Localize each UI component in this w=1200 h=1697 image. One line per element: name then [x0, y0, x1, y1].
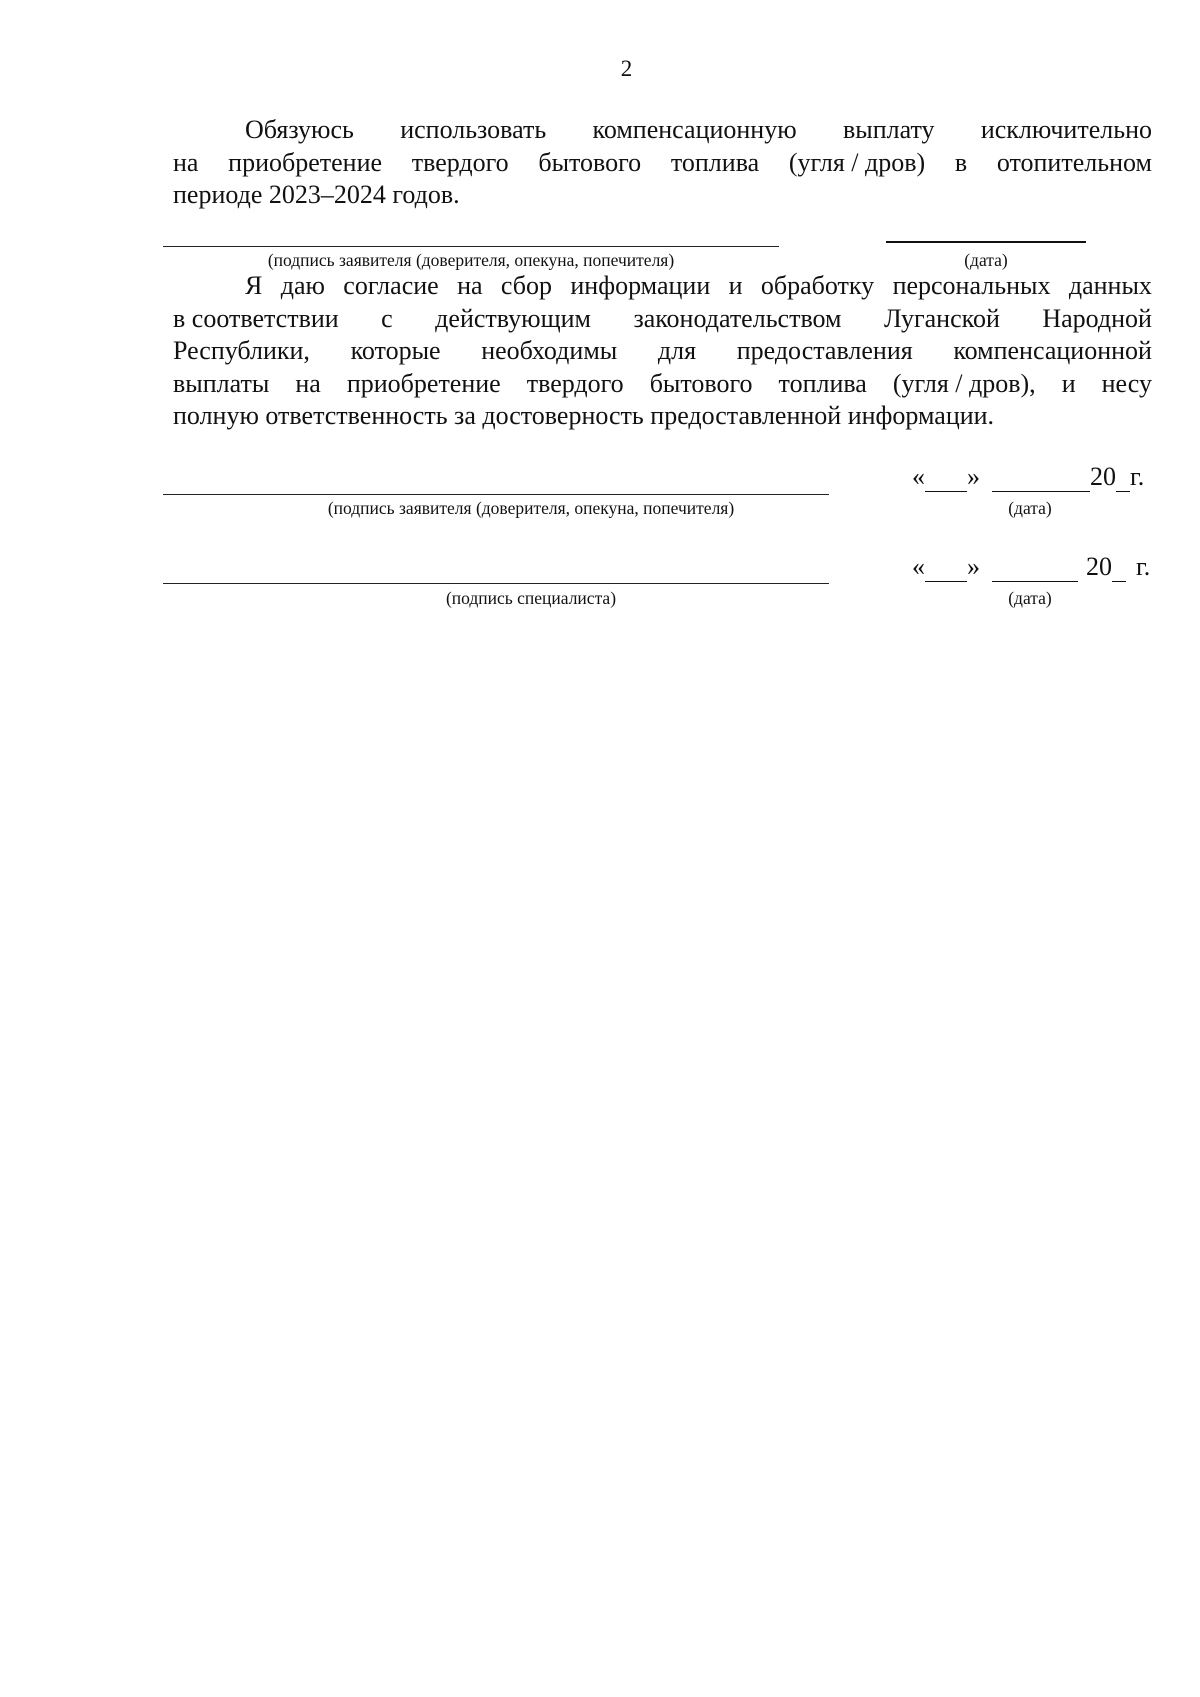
day-blank[interactable]	[925, 557, 967, 582]
paragraph-line: в соответствии с действующим законодательством Луганской Народной	[173, 303, 1152, 333]
month-blank[interactable]	[992, 467, 1090, 492]
paragraph-line: Республики, которые необходимы для предоставления компенсационной	[173, 336, 1152, 365]
date-caption: (дата)	[1008, 498, 1052, 518]
date-caption: (дата)	[1008, 588, 1052, 608]
date-field[interactable]: « » 20 г.	[912, 552, 1151, 581]
specialist-signature-line[interactable]	[163, 583, 829, 584]
paragraph-line: периоде 2023–2024 годов.	[173, 180, 460, 209]
signature-line[interactable]	[163, 246, 779, 247]
specialist-signature-caption: (подпись специалиста)	[445, 588, 617, 608]
page-number: 2	[620, 56, 633, 81]
paragraph-line: Обязуюсь использовать компенсационную выплату исключительно	[245, 115, 1152, 144]
day-blank[interactable]	[925, 467, 967, 492]
signature-caption: (подпись заявителя (доверителя, опекуна, попечителя)	[327, 498, 735, 518]
signature-line[interactable]	[163, 494, 829, 495]
consent-paragraph	[173, 270, 1152, 433]
year-blank[interactable]	[1112, 557, 1126, 582]
month-blank[interactable]	[992, 557, 1078, 582]
date-line[interactable]	[886, 241, 1086, 243]
paragraph-line: Я даю согласие на сбор информации и обработку персональных данных	[245, 271, 1152, 300]
date-field[interactable]: « » 20 г.	[912, 462, 1145, 491]
commitment-paragraph	[173, 114, 1152, 212]
paragraph-line: полную ответственность за достоверность предоставленной информации.	[173, 401, 995, 430]
paragraph-line: выплаты на приобретение твердого бытового топлива (угля / дров), и несу	[173, 368, 1152, 398]
paragraph-line: на приобретение твердого бытового топлива (угля / дров) в отопительном	[173, 147, 1152, 177]
signature-caption: (подпись заявителя (доверителя, опекуна, попечителя)	[267, 250, 675, 270]
date-caption: (дата)	[964, 250, 1008, 270]
year-blank[interactable]	[1116, 467, 1130, 492]
